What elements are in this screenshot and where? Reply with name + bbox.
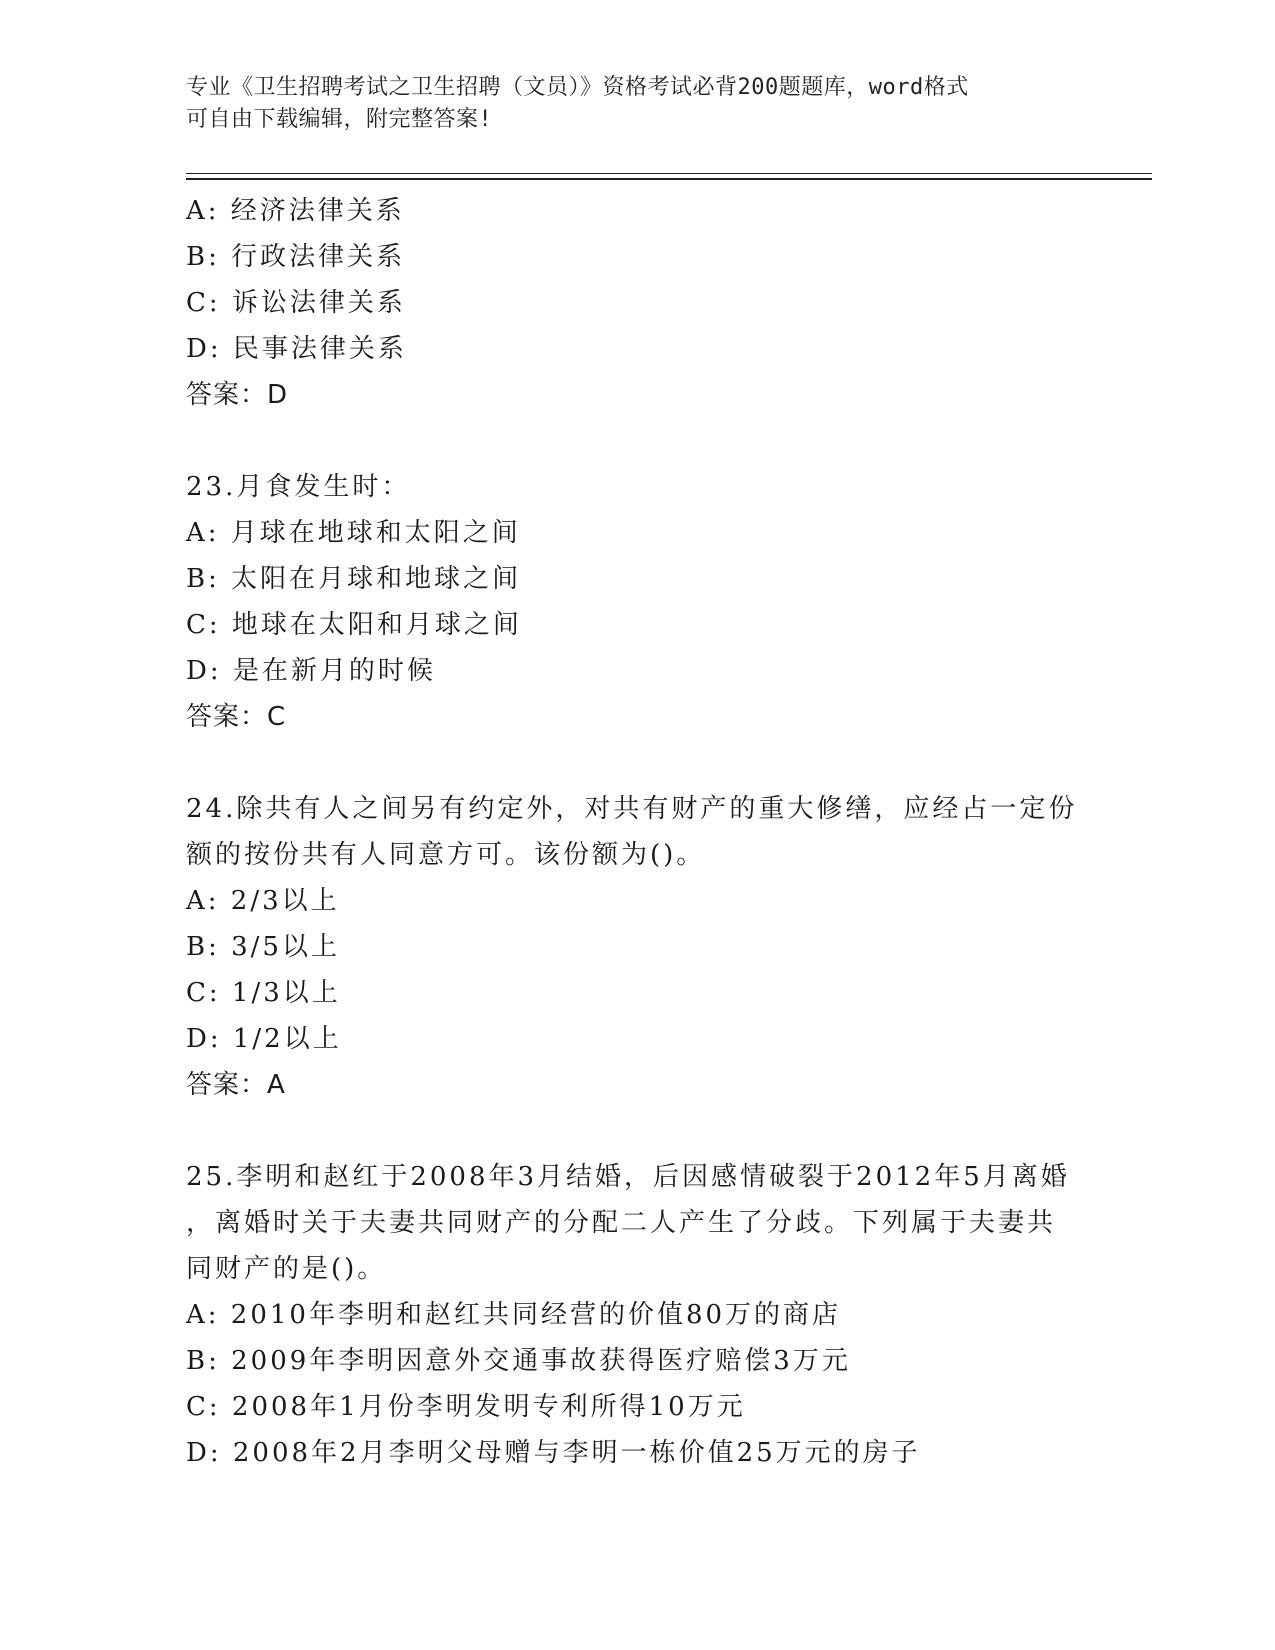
header-rule-thin [186,173,1152,174]
q23-option-a: A: 月球在地球和太阳之间 [186,518,521,548]
question-23-block [186,464,1086,740]
question-24-block [186,786,1086,1108]
q24-option-b: B: 3/5以上 [186,932,340,962]
q24-option-c: C: 1/3以上 [186,978,341,1008]
q23-option-b: B: 太阳在月球和地球之间 [186,564,522,594]
q25-question-line-3: 同财产的是()。 [186,1254,387,1284]
q25-option-d: D: 2008年2月李明父母赠与李明一栋价值25万元的房子 [186,1438,921,1468]
question-22-block [186,188,1086,418]
q23-answer: 答案：C [186,702,287,732]
header-title-line-1: 专业《卫生招聘考试之卫生招聘（文员）》资格考试必背200题题库，word格式 [186,75,969,100]
q23-option-d: D: 是在新月的时候 [186,656,436,686]
spacer [186,740,1086,786]
q24-question-line-2: 额的按份共有人同意方可。该份额为()。 [186,840,706,870]
question-list [186,188,1086,1476]
q22-option-a: A: 经济法律关系 [186,196,405,226]
q22-answer: 答案：D [186,380,289,410]
q24-answer: 答案：A [186,1070,286,1100]
q25-option-a: A: 2010年李明和赵红共同经营的价值80万的商店 [186,1300,842,1330]
q25-question-line-2: ，离婚时关于夫妻共同财产的分配二人产生了分歧。下列属于夫妻共 [186,1208,1057,1238]
q23-option-c: C: 地球在太阳和月球之间 [186,610,522,640]
document-header [186,72,1086,136]
q25-question-line-1: 25.李明和赵红于2008年3月结婚，后因感情破裂于2012年5月离婚 [186,1162,1070,1192]
header-rule-thick [186,178,1152,180]
q25-option-c: C: 2008年1月份李明发明专利所得10万元 [186,1392,746,1422]
q22-option-b: B: 行政法律关系 [186,242,406,272]
q22-option-c: C: 诉讼法律关系 [186,288,406,318]
q25-option-b: B: 2009年李明因意外交通事故获得医疗赔偿3万元 [186,1346,851,1376]
q22-option-d: D: 民事法律关系 [186,334,407,364]
question-25-block [186,1154,1086,1476]
q24-option-a: A: 2/3以上 [186,886,340,916]
q24-question-line-1: 24.除共有人之间另有约定外，对共有财产的重大修缮，应经占一定份 [186,794,1078,824]
spacer [186,418,1086,464]
q24-option-d: D: 1/2以上 [186,1024,342,1054]
header-title-line-2: 可自由下载编辑，附完整答案! [186,107,493,132]
q23-question: 23.月食发生时： [186,472,411,502]
spacer [186,1108,1086,1154]
